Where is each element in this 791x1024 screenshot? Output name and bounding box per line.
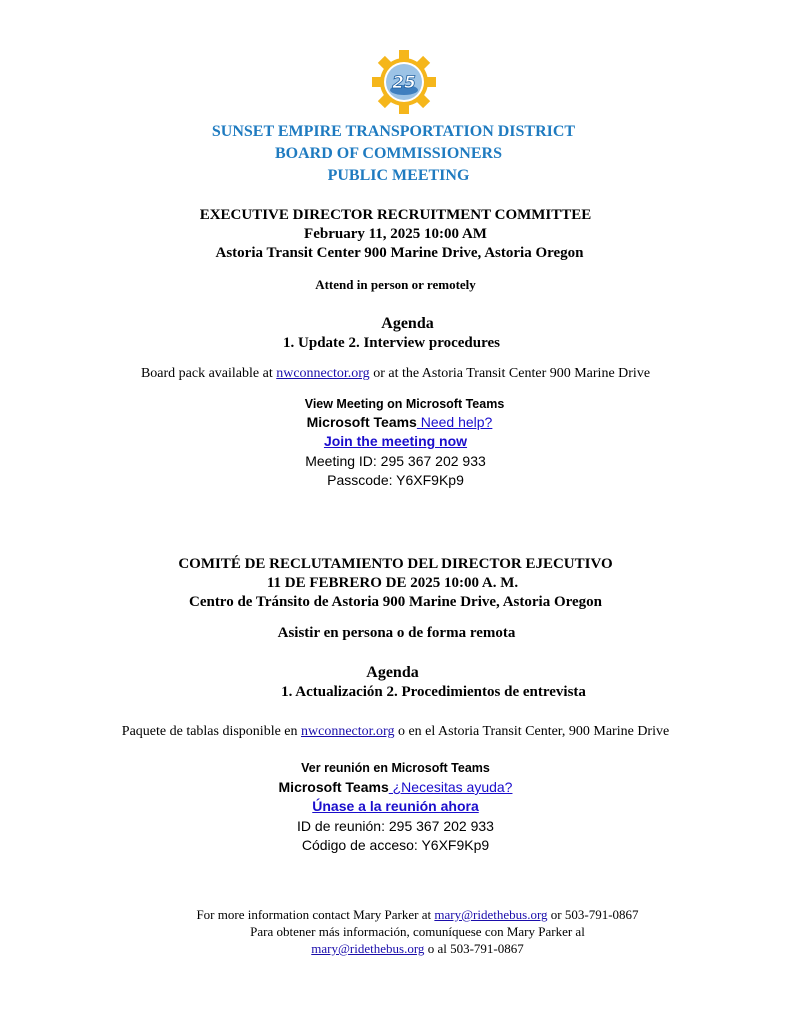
committee-title-en: EXECUTIVE DIRECTOR RECRUITMENT COMMITTEE [199, 207, 592, 223]
attend-es: Asistir en persona o de forma remota [277, 625, 516, 641]
help-link-en[interactable]: Need help? [416, 414, 493, 430]
agenda-title-es: Agenda [366, 664, 419, 681]
passcode-es: Código de acceso: Y6XF9Kp9 [301, 837, 490, 853]
teams-line-es: Microsoft Teams ¿Necesitas ayuda? [278, 779, 513, 795]
datetime-en: February 11, 2025 10:00 AM [304, 226, 487, 242]
nwconnector-link-en[interactable]: nwconnector.org [276, 366, 370, 381]
join-meeting-link-es[interactable]: Únase a la reunión ahora [312, 798, 479, 814]
logo-text: 25 [392, 73, 416, 93]
location-en: Astoria Transit Center 900 Marine Drive, Astoria Oregon [215, 245, 584, 261]
agenda-title-en: Agenda [381, 315, 434, 332]
footer-contact-es-2: mary@ridethebus.org o al 503-791-0867 [311, 941, 524, 956]
email-link-en[interactable]: mary@ridethebus.org [434, 907, 548, 922]
board-title: BOARD OF COMMISSIONERS [275, 145, 502, 162]
meeting-id-en: Meeting ID: 295 367 202 933 [305, 453, 486, 469]
help-link-es[interactable]: ¿Necesitas ayuda? [388, 779, 513, 795]
agenda-items-es: 1. Actualización 2. Procedimientos de entrevista [281, 684, 586, 700]
meeting-id-es: ID de reunión: 295 367 202 933 [297, 818, 494, 834]
teams-line-en: Microsoft Teams Need help? [306, 414, 493, 430]
location-es: Centro de Tránsito de Astoria 900 Marine Drive, Astoria Oregon [188, 594, 602, 610]
board-pack-en: Board pack available at nwconnector.org or at the Astoria Transit Center 900 Marine Drive [140, 366, 651, 381]
footer-contact-es: Para obtener más información, comuníquese con Mary Parker al [250, 924, 585, 939]
join-meeting-es [0, 798, 791, 814]
district-25-logo [372, 50, 436, 114]
meeting-type: PUBLIC MEETING [327, 167, 470, 184]
footer-contact-en: For more information contact Mary Parker at mary@ridethebus.org or 503-791-0867 [196, 907, 639, 922]
attend-en: Attend in person or remotely [315, 277, 476, 292]
board-pack-es: Paquete de tablas disponible en nwconnector.org o en el Astoria Transit Center, 900 Marine Drive [121, 724, 670, 739]
district-name: SUNSET EMPIRE TRANSPORTATION DISTRICT [211, 123, 576, 140]
passcode-en: Passcode: Y6XF9Kp9 [327, 472, 464, 488]
teams-heading-en: View Meeting on Microsoft Teams [304, 397, 505, 411]
datetime-es: 11 DE FEBRERO DE 2025 10:00 A. M. [266, 575, 519, 591]
nwconnector-link-es[interactable]: nwconnector.org [301, 724, 395, 739]
teams-heading-es: Ver reunión en Microsoft Teams [301, 761, 490, 775]
join-meeting-en [0, 433, 791, 449]
committee-title-es: COMITÉ DE RECLUTAMIENTO DEL DIRECTOR EJECUTIVO [178, 556, 613, 572]
email-link-es[interactable]: mary@ridethebus.org [311, 941, 425, 956]
agenda-items-en: 1. Update 2. Interview procedures [283, 335, 500, 351]
join-meeting-link-en[interactable]: Join the meeting now [323, 433, 468, 449]
